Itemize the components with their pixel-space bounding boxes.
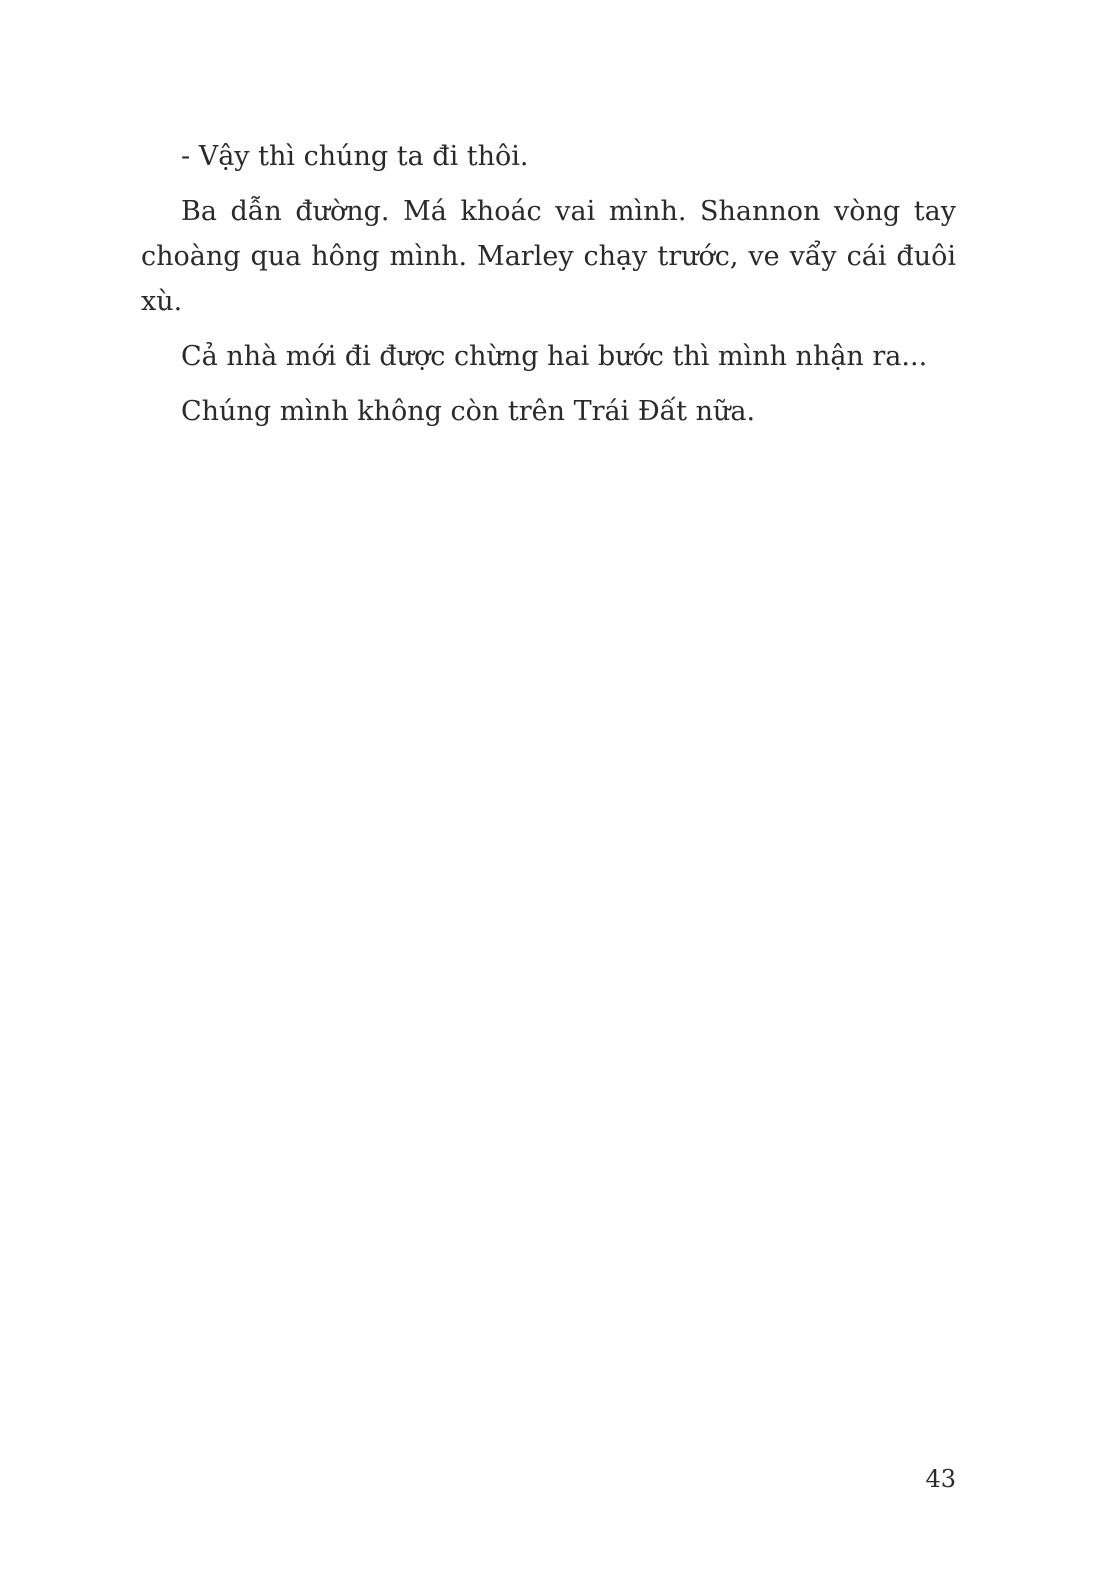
paragraph-dialogue: - Vậy thì chúng ta đi thôi. bbox=[181, 141, 529, 172]
paragraph-realization: Cả nhà mới đi được chừng hai bước thì mình nhận ra... bbox=[181, 341, 928, 372]
paragraph-walking: Ba dẫn đường. Má khoác vai mình. Shannon vòng tay choàng qua hông mình. Marley chạy trước, ve vẩy cái đuôi xù. bbox=[141, 196, 956, 317]
paragraph-not-on-earth: Chúng mình không còn trên Trái Đất nữa. bbox=[181, 396, 756, 427]
page-number: 43 bbox=[925, 1465, 956, 1493]
body-text bbox=[141, 134, 956, 444]
